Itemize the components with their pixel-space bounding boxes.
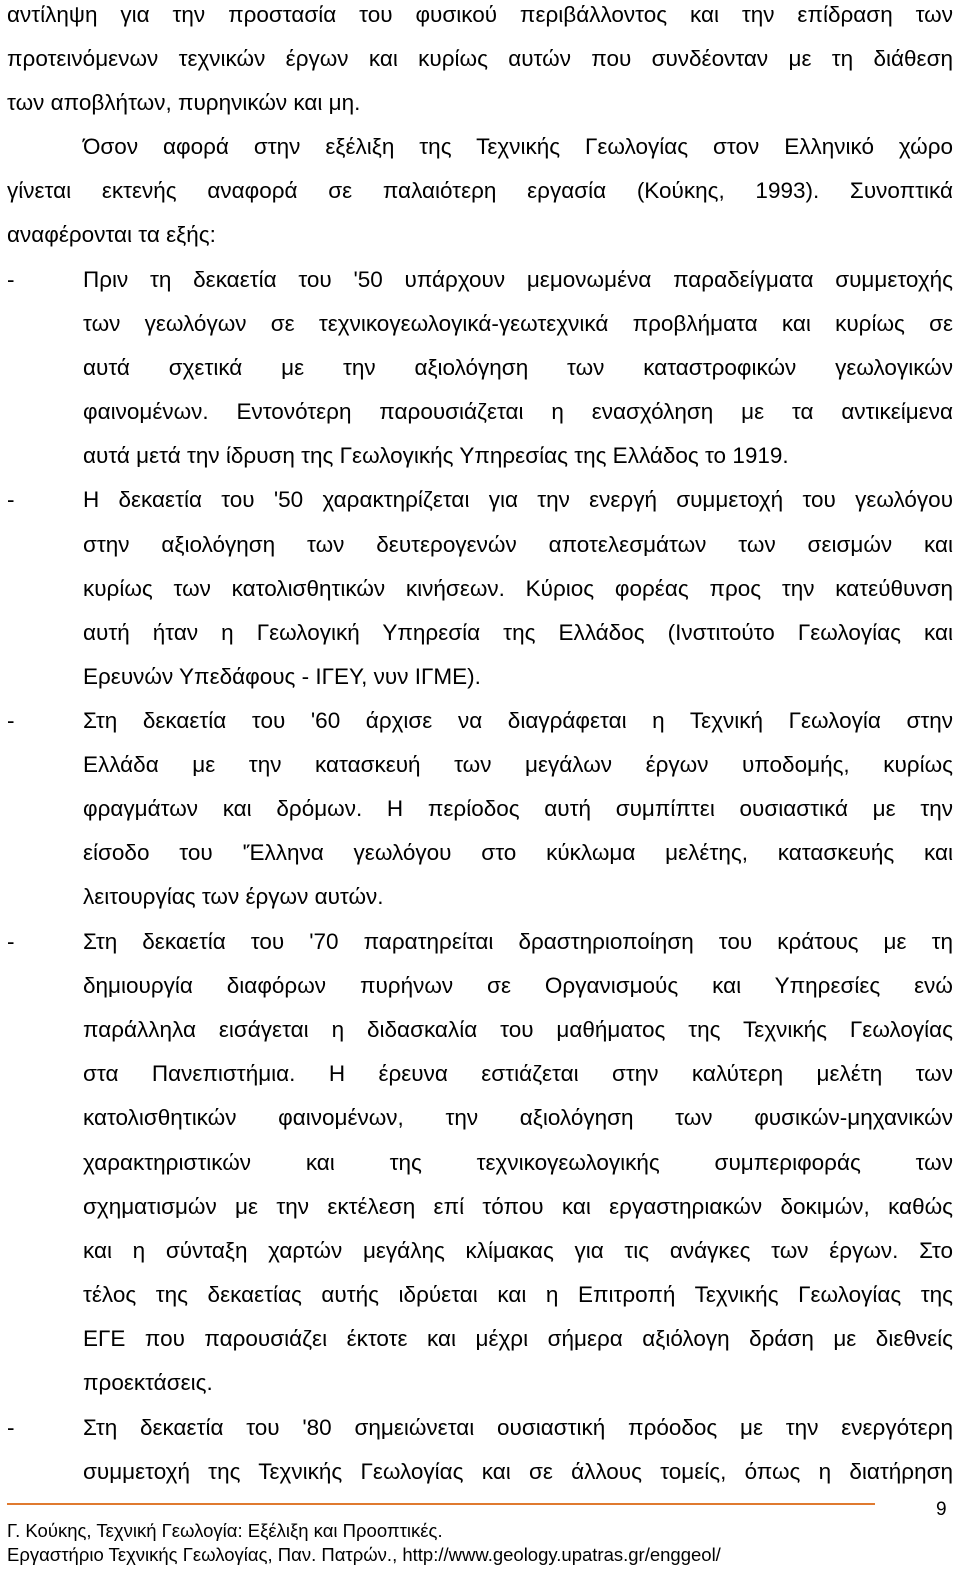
bullet-line: είσοδο του 'Έλληνα γεωλόγου στο κύκλωμα μελέτης, κατασκευής και [83, 840, 953, 865]
bullet-line: συμμετοχή της Τεχνικής Γεωλογίας και σε άλλους τομείς, όπως η διατήρηση [83, 1459, 953, 1484]
bullet-line: κατολισθητικών φαινομένων, την αξιολόγηση των φυσικών-μηχανικών [83, 1105, 953, 1130]
footer-rule [7, 1503, 875, 1505]
paragraph-line: Όσον αφορά στην εξέλιξη της Τεχνικής Γεωλογίας στον Ελληνικό χώρο [83, 134, 953, 159]
bullet-line: σχηματισμών με την εκτέλεση επί τόπου και εργαστηριακών δοκιμών, καθώς [83, 1194, 953, 1219]
bullet-line: χαρακτηριστικών και της τεχνικογεωλογικής συμπεριφοράς των [83, 1150, 953, 1175]
bullet-marker: - [7, 267, 15, 292]
intro-line: των αποβλήτων, πυρηνικών και μη. [7, 90, 361, 115]
intro-line: προτεινόμενων τεχνικών έργων και κυρίως αυτών που συνδέονταν με τη διάθεση [7, 46, 953, 71]
bullet-line: φαινομένων. Εντονότερη παρουσιάζεται η ενασχόληση με τα αντικείμενα [83, 399, 953, 424]
bullet-line: τέλος της δεκαετίας αυτής ιδρύεται και η Επιτροπή Τεχνικής Γεωλογίας της [83, 1282, 953, 1307]
bullet-marker: - [7, 1415, 15, 1440]
paragraph-line: αναφέρονται τα εξής: [7, 222, 216, 247]
bullet-marker: - [7, 929, 15, 954]
bullet-line: αυτή ήταν η Γεωλογική Υπηρεσία της Ελλάδος (Ινστιτούτο Γεωλογίας και [83, 620, 953, 645]
bullet-line: ΕΓΕ που παρουσιάζει έκτοτε και μέχρι σήμερα αξιόλογη δράση με διεθνείς [83, 1326, 953, 1351]
intro-line: αντίληψη για την προστασία του φυσικού περιβάλλοντος και την επίδραση των [7, 2, 953, 27]
bullet-line: στα Πανεπιστήμια. Η έρευνα εστιάζεται στην καλύτερη μελέτη των [83, 1061, 953, 1086]
bullet-line: και η σύνταξη χαρτών μεγάλης κλίμακας για τις ανάγκες των έργων. Στο [83, 1238, 953, 1263]
bullet-marker: - [7, 487, 15, 512]
bullet-line: φραγμάτων και δρόμων. Η περίοδος αυτή συμπίπτει ουσιαστικά με την [83, 796, 953, 821]
bullet-line: δημιουργία διαφόρων πυρήνων σε Οργανισμούς και Υπηρεσίες ενώ [83, 973, 953, 998]
bullet-line: Στη δεκαετία του '60 άρχισε να διαγράφεται η Τεχνική Γεωλογία στην [83, 708, 953, 733]
footer-lab-url: Εργαστήριο Τεχνικής Γεωλογίας, Παν. Πατρών., http://www.geology.upatras.gr/enggeol/ [7, 1544, 721, 1565]
bullet-line: λειτουργίας των έργων αυτών. [83, 884, 384, 909]
bullet-line: Πριν τη δεκαετία του '50 υπάρχουν μεμονωμένα παραδείγματα συμμετοχής [83, 267, 953, 292]
footer-citation: Γ. Κούκης, Τεχνική Γεωλογία: Εξέλιξη και Προοπτικές. [7, 1520, 443, 1541]
bullet-marker: - [7, 708, 15, 733]
bullet-line: παράλληλα εισάγεται η διδασκαλία του μαθήματος της Τεχνικής Γεωλογίας [83, 1017, 953, 1042]
bullet-line: των γεωλόγων σε τεχνικογεωλογικά-γεωτεχνικά προβλήματα και κυρίως σε [83, 311, 953, 336]
bullet-line: αυτά σχετικά με την αξιολόγηση των καταστροφικών γεωλογικών [83, 355, 953, 380]
bullet-line: στην αξιολόγηση των δευτερογενών αποτελεσμάτων των σεισμών και [83, 532, 953, 557]
bullet-line: Στη δεκαετία του '80 σημειώνεται ουσιαστική πρόοδος με την ενεργότερη [83, 1415, 953, 1440]
bullet-line: Ελλάδα με την κατασκευή των μεγάλων έργων υποδομής, κυρίως [83, 752, 953, 777]
bullet-line: αυτά μετά την ίδρυση της Γεωλογικής Υπηρεσίας της Ελλάδος το 1919. [83, 443, 789, 468]
bullet-line: κυρίως των κατολισθητικών κινήσεων. Κύριος φορέας προς την κατεύθυνση [83, 576, 953, 601]
page-number: 9 [936, 1499, 947, 1520]
bullet-line: προεκτάσεις. [83, 1370, 213, 1395]
bullet-line: Στη δεκαετία του '70 παρατηρείται δραστηριοποίηση του κράτους με τη [83, 929, 953, 954]
paragraph-line: γίνεται εκτενής αναφορά σε παλαιότερη εργασία (Κούκης, 1993). Συνοπτικά [7, 178, 953, 203]
bullet-line: Η δεκαετία του '50 χαρακτηρίζεται για την ενεργή συμμετοχή του γεωλόγου [83, 487, 953, 512]
bullet-line: Ερευνών Υπεδάφους - ΙΓΕΥ, νυν ΙΓΜΕ). [83, 664, 481, 689]
